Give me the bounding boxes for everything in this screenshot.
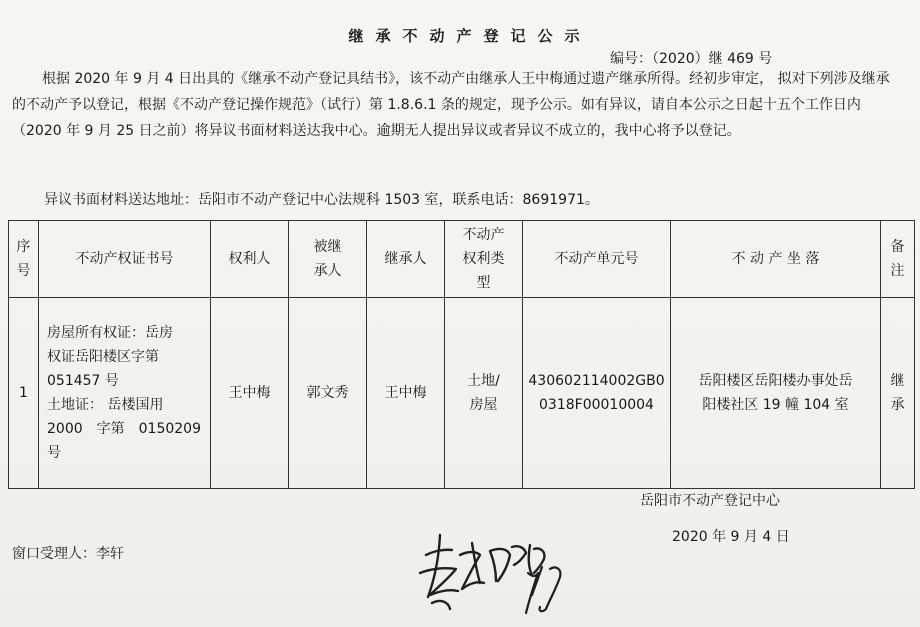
cell-cert-no: 房屋所有权证：岳房 权证岳阳楼区字第 051457 号 土地证： 岳楼国用 2000 字第 0150209 号 [39,298,211,489]
notice-body-paragraph: 根据 2020 年 9 月 4 日出具的《继承不动产登记具结书》，该不动产由继承人王中梅通过遗产继承所得。经初步审定， 拟对下列涉及继承的不动产予以登记，根据《不动产登记操作规范》（试行）第 1.8.6.1 条的规定，现予公示。如有异议，请自本公示之日起十五个工作日内（2020 年 9 月 25 日之前）将异议书面材料送达我中心。逾期无人提出异议或者异议不成立的，我中心将予以登记。 [12,71,890,139]
property-registration-table [8,220,915,489]
cell-seq: 1 [9,298,39,489]
window-clerk-label: 窗口受理人： [12,546,96,562]
table-header-row [9,221,915,298]
window-clerk-name: 李轩 [96,546,124,562]
issuing-authority: 岳阳市不动产登记中心 [640,493,780,509]
header-remark: 备 注 [881,221,915,298]
header-location: 不 动 产 坐 落 [671,221,881,298]
header-decedent: 被继 承人 [289,221,367,298]
cell-heir: 王中梅 [367,298,445,489]
header-heir: 继承人 [367,221,445,298]
objection-address-line: 异议书面材料送达地址：岳阳市不动产登记中心法规科 1503 室，联系电话：8691971。 [44,192,599,208]
header-unit-no: 不动产单元号 [523,221,671,298]
header-right-type: 不动产 权利类 型 [445,221,523,298]
header-cert-no: 不动产权证书号 [39,221,211,298]
document-number: 编号：（2020）继 469 号 [610,51,773,67]
issue-date: 2020 年 9 月 4 日 [672,529,790,545]
cell-location: 岳阳楼区岳阳楼办事处岳 阳楼社区 19 幢 104 室 [671,298,881,489]
header-right-holder: 权利人 [211,221,289,298]
cell-right-holder: 王中梅 [211,298,289,489]
cell-unit-no: 430602114002GB00318F00010004 [523,298,671,489]
cell-right-type: 土地/ 房屋 [445,298,523,489]
cell-remark: 继 承 [881,298,915,489]
cell-decedent: 郭文秀 [289,298,367,489]
document-title: 继承不动产登记公示 [348,27,592,45]
table-row [9,298,915,489]
header-seq: 序 号 [9,221,39,298]
window-clerk [12,543,124,563]
handwritten-signature [410,525,590,620]
